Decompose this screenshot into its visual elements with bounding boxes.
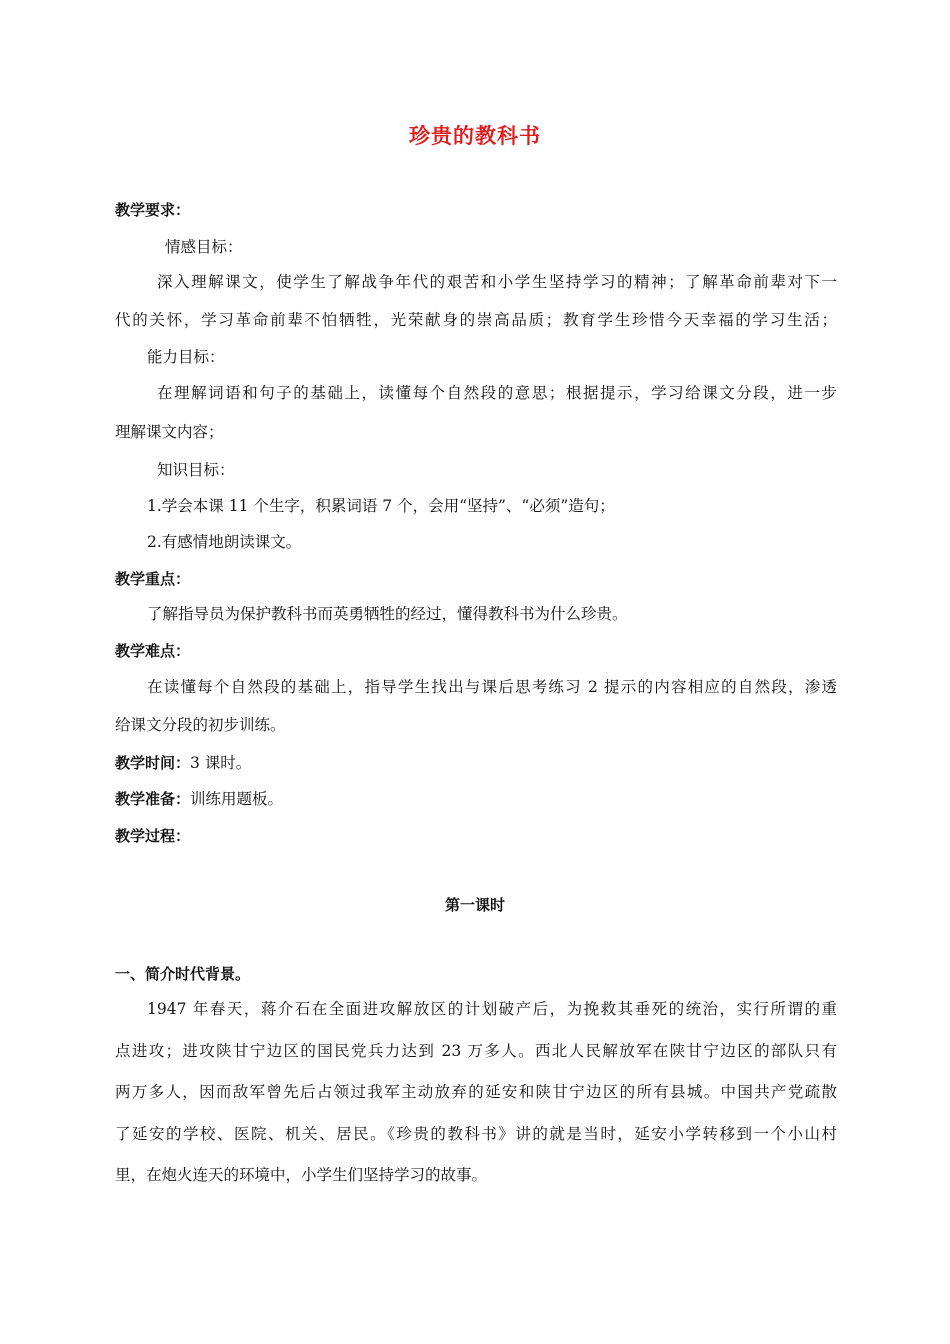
ability-goal-label: 能力目标： bbox=[147, 348, 225, 366]
knowledge-goal-item: 1.学会本课 11 个生字，积累词语 7 个，会用“坚持”、“必须”造句； bbox=[147, 497, 615, 515]
knowledge-goal-label: 知识目标： bbox=[157, 461, 235, 479]
difficulties-heading: 教学难点： bbox=[115, 642, 191, 660]
knowledge-goal-item: 2.有感情地朗读课文。 bbox=[147, 533, 302, 551]
lesson-one-heading: 第一课时 bbox=[444, 896, 505, 914]
ability-goal-text-line-2: 理解课文内容； bbox=[115, 423, 224, 441]
emotion-goal-text-line-2: 代的关怀，学习革命前辈不怕牺牲，光荣献身的崇高品质；教育学生珍惜今天幸福的学习生活； bbox=[115, 311, 837, 329]
background-paragraph-line: 两万多人，因而敌军曾先后占领过我军主动放弃的延安和陕甘宁边区的所有县城。中国共产党疏散 bbox=[115, 1083, 837, 1101]
emotion-goal-label: 情感目标： bbox=[165, 238, 243, 256]
teaching-time-row bbox=[115, 752, 837, 774]
difficulties-text-line-1: 在读懂每个自然段的基础上，指导学生找出与课后思考练习 2 提示的内容相应的自然段，渗透 bbox=[147, 678, 837, 696]
background-paragraph-line: 里，在炮火连天的环境中，小学生们坚持学习的故事。 bbox=[115, 1166, 488, 1184]
document-title: 珍贵的教科书 bbox=[409, 124, 541, 148]
teaching-time-value: 3 课时。 bbox=[190, 754, 252, 772]
difficulties-text-line-2: 给课文分段的初步训练。 bbox=[115, 716, 286, 734]
key-points-text: 了解指导员为保护教科书而英勇牺牲的经过，懂得教科书为什么珍贵。 bbox=[147, 605, 628, 623]
key-points-heading: 教学重点： bbox=[115, 570, 191, 588]
background-paragraph-line: 了延安的学校、医院、机关、居民。《珍贵的教科书》讲的就是当时，延安小学转移到一个小山村 bbox=[115, 1125, 837, 1143]
requirements-heading: 教学要求： bbox=[115, 201, 191, 219]
teaching-prep-heading: 教学准备： bbox=[115, 790, 191, 808]
background-paragraph-line: 点进攻；进攻陕甘宁边区的国民党兵力达到 23 万多人。西北人民解放军在陕甘宁边区的部队只有 bbox=[115, 1042, 837, 1060]
teaching-prep-row bbox=[115, 788, 837, 810]
background-paragraph-line: 1947 年春天，蒋介石在全面进攻解放区的计划破产后，为挽救其垂死的统治，实行所谓的重 bbox=[147, 1000, 837, 1018]
teaching-time-heading: 教学时间： bbox=[115, 754, 191, 772]
emotion-goal-text-line-1: 深入理解课文，使学生了解战争年代的艰苦和小学生坚持学习的精神；了解革命前辈对下一 bbox=[157, 273, 837, 291]
ability-goal-text-line-1: 在理解词语和句子的基础上，读懂每个自然段的意思；根据提示，学习给课文分段，进一步 bbox=[157, 384, 837, 402]
background-section-title: 一、简介时代背景。 bbox=[115, 965, 251, 983]
teaching-process-heading: 教学过程： bbox=[115, 827, 191, 845]
teaching-prep-value: 训练用题板。 bbox=[190, 790, 284, 808]
